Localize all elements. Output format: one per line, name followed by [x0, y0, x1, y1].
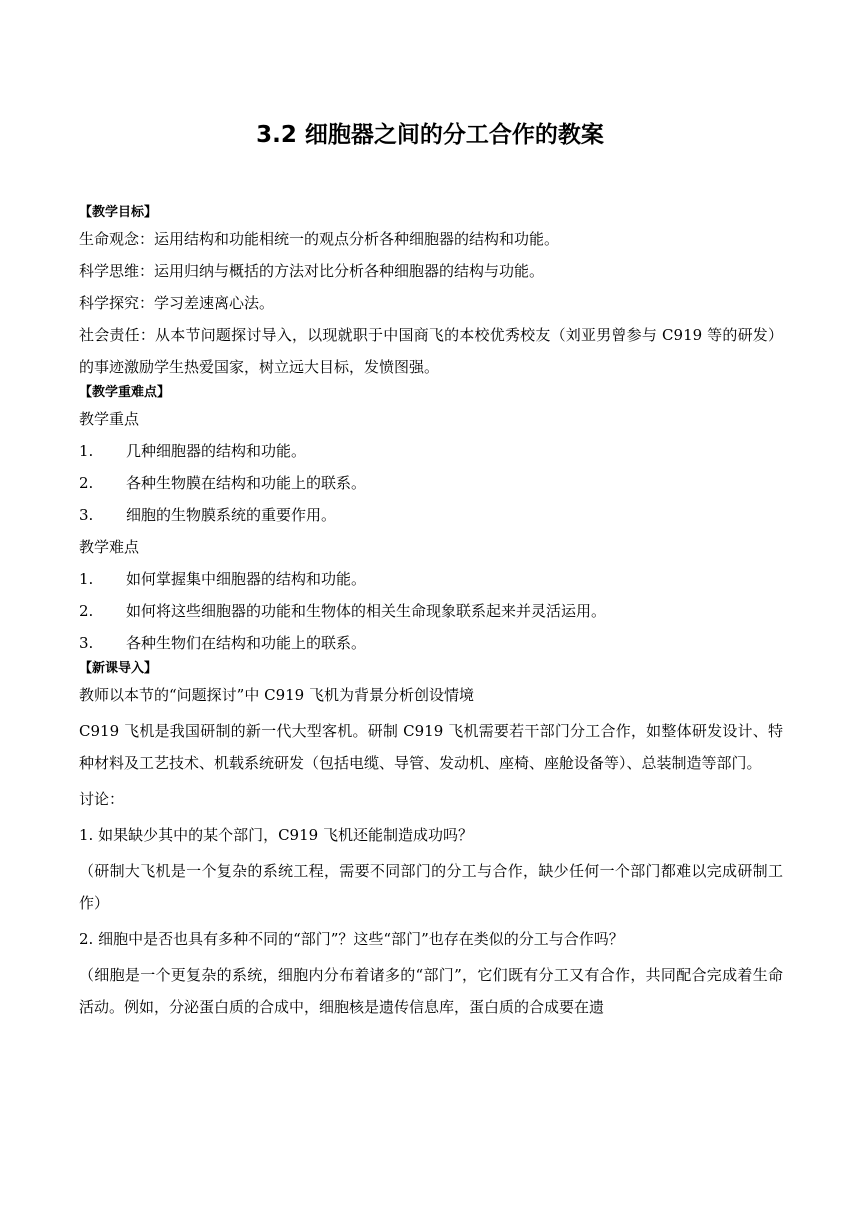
key-points-label: 教学重点 [79, 410, 140, 428]
difficult-points-label: 教学难点 [79, 538, 140, 556]
discussion-question-2: 2. 细胞中是否也具有多种不同的“部门”？这些“部门”也存在类似的分工与合作吗？ [79, 930, 624, 948]
list-item-text: 各种生物膜在结构和功能上的联系。 [126, 474, 367, 492]
list-item-text: 如何将这些细胞器的功能和生物体的相关生命现象联系起来并灵活运用。 [126, 602, 607, 620]
page-title: 3.2 细胞器之间的分工合作的教案 [256, 122, 604, 148]
key-point-item [79, 467, 783, 499]
discussion-answer-1: （研制大飞机是一个复杂的系统工程，需要不同部门的分工与合作，缺少任何一个部门都难以完成研制工作） [79, 862, 783, 912]
objective-social-responsibility: 社会责任：从本节问题探讨导入，以现就职于中国商飞的本校优秀校友（刘亚男曾参与 C919 等的研发）的事迹激励学生热爱国家，树立远大目标，发愤图强。 [79, 326, 783, 376]
discussion-answer-2: （细胞是一个更复杂的系统，细胞内分布着诸多的“部门”，它们既有分工又有合作，共同配合完成着生命活动。例如，分泌蛋白质的合成中，细胞核是遗传信息库，蛋白质的合成要在遗 [79, 966, 783, 1016]
list-number: 1. [79, 442, 94, 460]
section-heading-intro: 【新课导入】 [79, 661, 158, 676]
list-item-text: 几种细胞器的结构和功能。 [126, 442, 307, 460]
list-item-text: 细胞的生物膜系统的重要作用。 [126, 506, 337, 524]
discussion-question-1: 1. 如果缺少其中的某个部门，C919 飞机还能制造成功吗？ [79, 826, 473, 844]
document-body [79, 203, 783, 1023]
intro-paragraph: C919 飞机是我国研制的新一代大型客机。研制 C919 飞机需要若干部门分工合作，如整体研发设计、特种材料及工艺技术、机载系统研发（包括电缆、导管、发动机、座椅、座舱设备等）、总装制造等部门。 [79, 722, 783, 772]
list-item-text: 各种生物们在结构和功能上的联系。 [126, 634, 367, 652]
list-number: 3. [79, 506, 94, 524]
difficult-point-item [79, 627, 783, 659]
objective-scientific-inquiry: 科学探究：学习差速离心法。 [79, 294, 275, 312]
key-point-item [79, 435, 783, 467]
list-number: 2. [79, 602, 94, 620]
difficult-point-item [79, 563, 783, 595]
list-item-text: 如何掌握集中细胞器的结构和功能。 [126, 570, 367, 588]
key-point-item [79, 499, 783, 531]
list-number: 1. [79, 570, 94, 588]
list-number: 2. [79, 474, 94, 492]
objective-life-concept: 生命观念：运用结构和功能相统一的观点分析各种细胞器的结构和功能。 [79, 230, 560, 248]
section-heading-keypoints: 【教学重难点】 [79, 385, 171, 400]
difficult-point-item [79, 595, 783, 627]
section-heading-objectives: 【教学目标】 [79, 205, 158, 220]
intro-lead: 教师以本节的“问题探讨”中 C919 飞机为背景分析创设情境 [79, 686, 474, 704]
objective-scientific-thinking: 科学思维：运用归纳与概括的方法对比分析各种细胞器的结构与功能。 [79, 262, 545, 280]
list-number: 3. [79, 634, 94, 652]
discussion-label: 讨论： [79, 790, 125, 808]
